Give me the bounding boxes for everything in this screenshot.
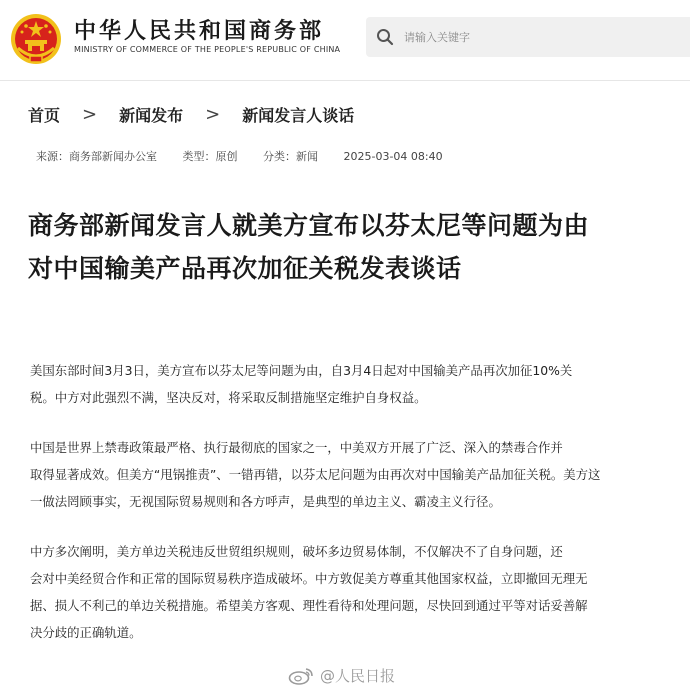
breadcrumb <box>28 103 354 126</box>
paragraph-line: 决分歧的正确轨道。 <box>30 625 142 640</box>
paragraph-line: 据、损人不利己的单边关税措施。希望美方客观、理性看待和处理问题，尽快回到通过平等对话妥善解 <box>30 598 588 613</box>
meta-type: 类型：原创 <box>182 150 238 163</box>
site-header <box>0 0 690 80</box>
brand-subtitle: MINISTRY OF COMMERCE OF THE PEOPLE'S REPUBLIC OF CHINA <box>74 45 341 54</box>
search-input[interactable] <box>404 25 674 49</box>
paragraph-line: 会对中美经贸合作和正常的国际贸易秩序造成破坏。中方敦促美方尊重其他国家权益，立即撤回无理无 <box>30 571 588 586</box>
meta-category: 分类：新闻 <box>263 150 318 163</box>
article-paragraph <box>30 434 670 515</box>
paragraph-line: 中国是世界上禁毒政策最严格、执行最彻底的国家之一，中美双方开展了广泛、深入的禁毒合作并 <box>30 440 563 455</box>
breadcrumb-home[interactable]: 首页 <box>28 106 61 125</box>
header-divider <box>0 80 690 81</box>
breadcrumb-spokesperson-remarks[interactable]: 新闻发言人谈话 <box>242 106 355 125</box>
breadcrumb-separator: > <box>205 104 221 125</box>
article-paragraph <box>30 357 670 411</box>
article-meta <box>36 148 465 164</box>
search-icon[interactable] <box>376 28 394 46</box>
meta-source: 来源：商务部新闻办公室 <box>36 150 157 163</box>
article-paragraph <box>30 538 670 646</box>
paragraph-line: 税。中方对此强烈不满，坚决反对，将采取反制措施坚定维护自身权益。 <box>30 390 427 405</box>
meta-datetime: 2025-03-04 08:40 <box>343 150 443 163</box>
paragraph-line: 取得显著成效。但美方“甩锅推责”、一错再错，以芬太尼问题为由再次对中国输美产品加征关税。美方这 <box>30 467 601 482</box>
paragraph-line: 一做法罔顾事实，无视国际贸易规则和各方呼声，是典型的单边主义、霸凌主义行径。 <box>30 494 501 509</box>
weibo-icon <box>288 667 314 685</box>
breadcrumb-news-release[interactable]: 新闻发布 <box>119 106 184 125</box>
title-line: 商务部新闻发言人就美方宣布以芬太尼等问题为由 <box>28 211 590 240</box>
national-emblem-icon[interactable] <box>10 12 62 66</box>
watermark <box>288 665 395 686</box>
title-line: 对中国输美产品再次加征关税发表谈话 <box>28 254 462 283</box>
breadcrumb-separator: > <box>82 104 98 125</box>
paragraph-line: 美国东部时间3月3日，美方宣布以芬太尼等问题为由，自3月4日起对中国输美产品再次加征10%关 <box>30 363 573 378</box>
paragraph-line: 中方多次阐明，美方单边关税违反世贸组织规则，破坏多边贸易体制，不仅解决不了自身问题，还 <box>30 544 563 559</box>
watermark-text: @人民日报 <box>320 667 396 685</box>
article-title <box>28 204 668 290</box>
search-bar[interactable] <box>366 17 690 57</box>
brand-title[interactable]: 中华人民共和国商务部 <box>74 19 325 44</box>
